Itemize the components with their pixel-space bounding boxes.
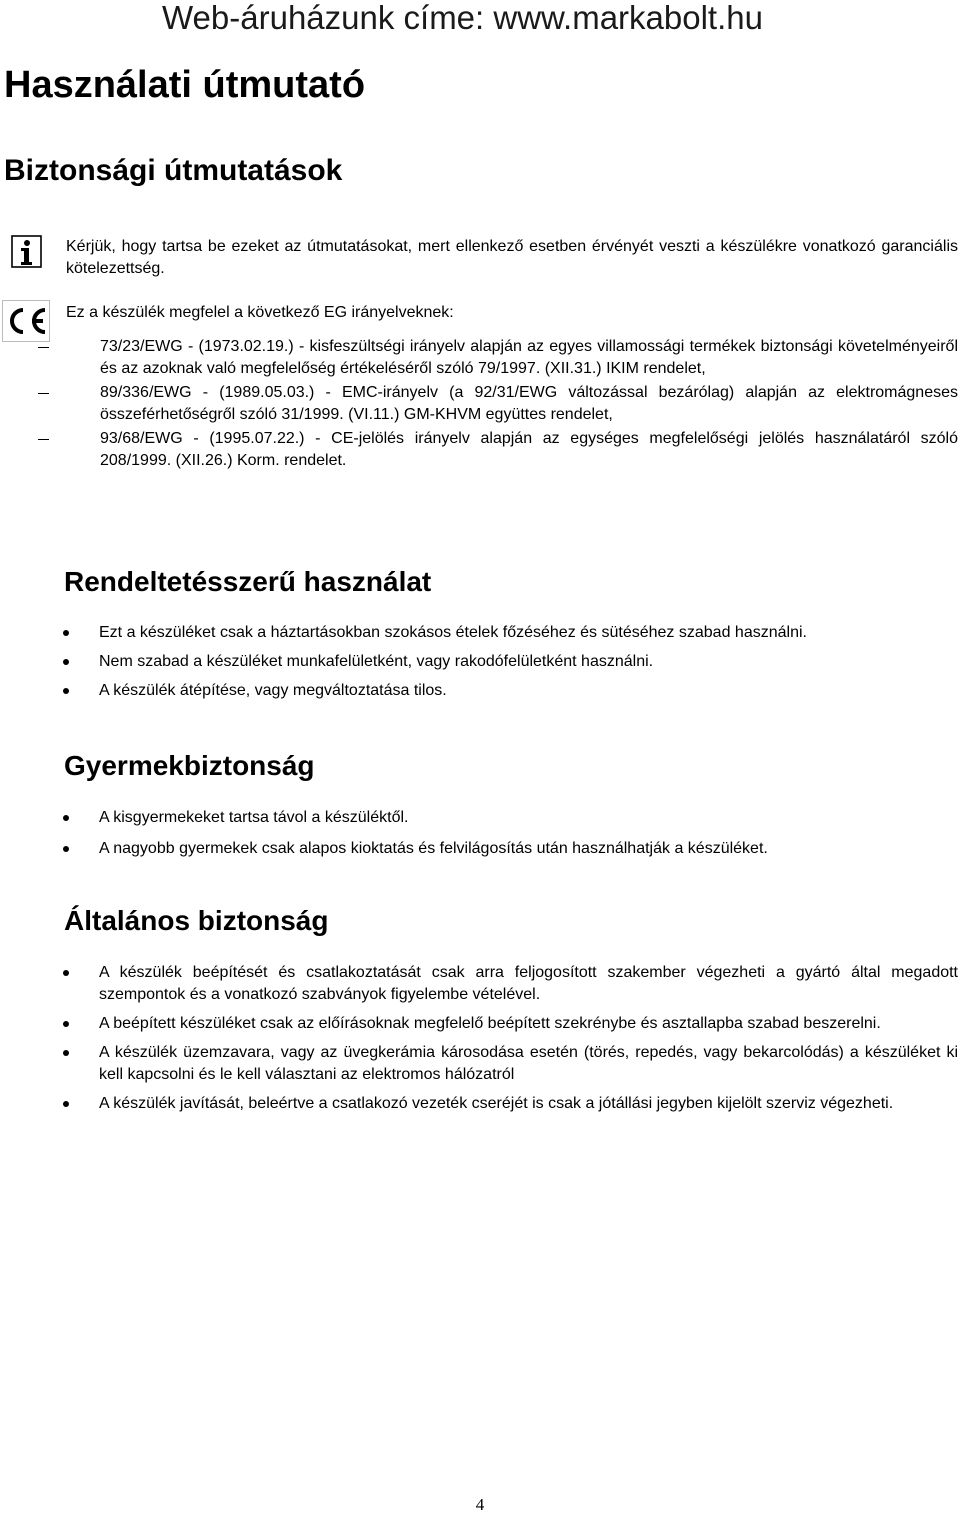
- list-item-text: A kisgyermekeket tartsa távol a készüléktől.: [99, 809, 409, 826]
- directive-text: 89/336/EWG - (1989.05.03.) - EMC-irányelv (a 92/31/EWG változással bezárólag) alapján az elektromágneses összeférhetőségről szóló 31/1999. (VI.11.) GM-KHVM együttes rendelet,: [100, 384, 958, 423]
- bullet-dot: [63, 688, 69, 694]
- bullet-dot: [63, 815, 69, 821]
- list-item: [0, 962, 958, 1006]
- list-item-text: A készülék üzemzavara, vagy az üvegkerámia károsodása esetén (törés, repedés, vagy bekarcolódás) a készüléket ki kell kapcsolni és le kell választani az elektromos hálózatról: [99, 1044, 958, 1083]
- general-safety-heading: Általános biztonság: [64, 905, 329, 936]
- directive-item: [0, 336, 958, 380]
- directive-list: [0, 336, 958, 474]
- list-item: [0, 838, 958, 860]
- list-item-text: A beépített készüléket csak az előírásoknak megfelelő beépített szekrénybe és asztallapba szabad beszerelni.: [99, 1015, 881, 1032]
- directives-intro: Ez a készülék megfelel a következő EG irányelveknek:: [66, 304, 454, 321]
- list-item-text: A készülék átépítése, vagy megváltoztatása tilos.: [99, 682, 447, 699]
- directive-item: [0, 382, 958, 426]
- bullet-dot: [63, 970, 69, 976]
- bullet-dot: [63, 1101, 69, 1107]
- directive-item: [0, 428, 958, 472]
- list-item: [0, 1042, 958, 1086]
- list-item-text: A készülék beépítését és csatlakoztatását csak arra feljogosított szakember végezheti a gyártó által megadott szempontok és a vonatkozó szabványok figyelembe vételével.: [99, 964, 958, 1003]
- child-safety-list: [0, 807, 958, 860]
- child-safety-heading: Gyermekbiztonság: [64, 750, 315, 781]
- list-item: [0, 1013, 958, 1035]
- intended-use-heading: Rendeltetésszerű használat: [64, 566, 432, 597]
- list-item: [0, 1093, 958, 1115]
- list-item: [0, 680, 958, 702]
- list-item: [0, 622, 958, 644]
- dash-bullet: [38, 347, 49, 348]
- dash-bullet: [38, 439, 49, 440]
- web-store-url: Web-áruházunk címe: www.markabolt.hu: [162, 0, 763, 36]
- list-item-text: Nem szabad a készüléket munkafelületként, vagy rakodófelületként használni.: [99, 653, 654, 670]
- bullet-dot: [63, 1021, 69, 1027]
- intended-use-list: [0, 622, 958, 702]
- list-item-text: Ezt a készüléket csak a háztartásokban szokásos ételek főzéséhez és sütéséhez szabad használni.: [99, 624, 807, 641]
- general-safety-list: [0, 962, 958, 1115]
- safety-instructions-title: Biztonsági útmutatások: [4, 154, 343, 187]
- list-item: [0, 651, 958, 673]
- list-item-text: A készülék javítását, beleértve a csatlakozó vezeték cseréjét is csak a jótállási jegyben kijelölt szerviz végezheti.: [99, 1095, 894, 1112]
- warranty-warning-text: Kérjük, hogy tartsa be ezeket az útmutatásokat, mert ellenkező esetben érvényét veszti a készülékre vonatkozó garanciális kötelezettség.: [66, 238, 958, 277]
- list-item-text: A nagyobb gyermekek csak alapos kioktatás és felvilágosítás után használhatják a készüléket.: [99, 840, 768, 857]
- dash-bullet: [38, 393, 49, 394]
- bullet-dot: [63, 1050, 69, 1056]
- page-title: Használati útmutató: [4, 64, 366, 106]
- directive-text: 93/68/EWG - (1995.07.22.) - CE-jelölés irányelv alapján az egységes megfelelőségi jelölés használatáról szóló 208/1999. (XII.26.) Korm. rendelet.: [100, 430, 958, 469]
- bullet-dot: [63, 846, 69, 852]
- bullet-dot: [63, 630, 69, 636]
- directive-text: 73/23/EWG - (1973.02.19.) - kisfeszültségi irányelv alapján az egyes villamossági termékek biztonsági követelményeiről és az azoknak való megfelelőség értékeléséről szóló 79/1997. (XII.31.) IKIM rendelet,: [100, 338, 958, 377]
- list-item: [0, 807, 958, 829]
- information-icon: [11, 235, 43, 269]
- bullet-dot: [63, 659, 69, 665]
- page-number: 4: [475, 1495, 485, 1514]
